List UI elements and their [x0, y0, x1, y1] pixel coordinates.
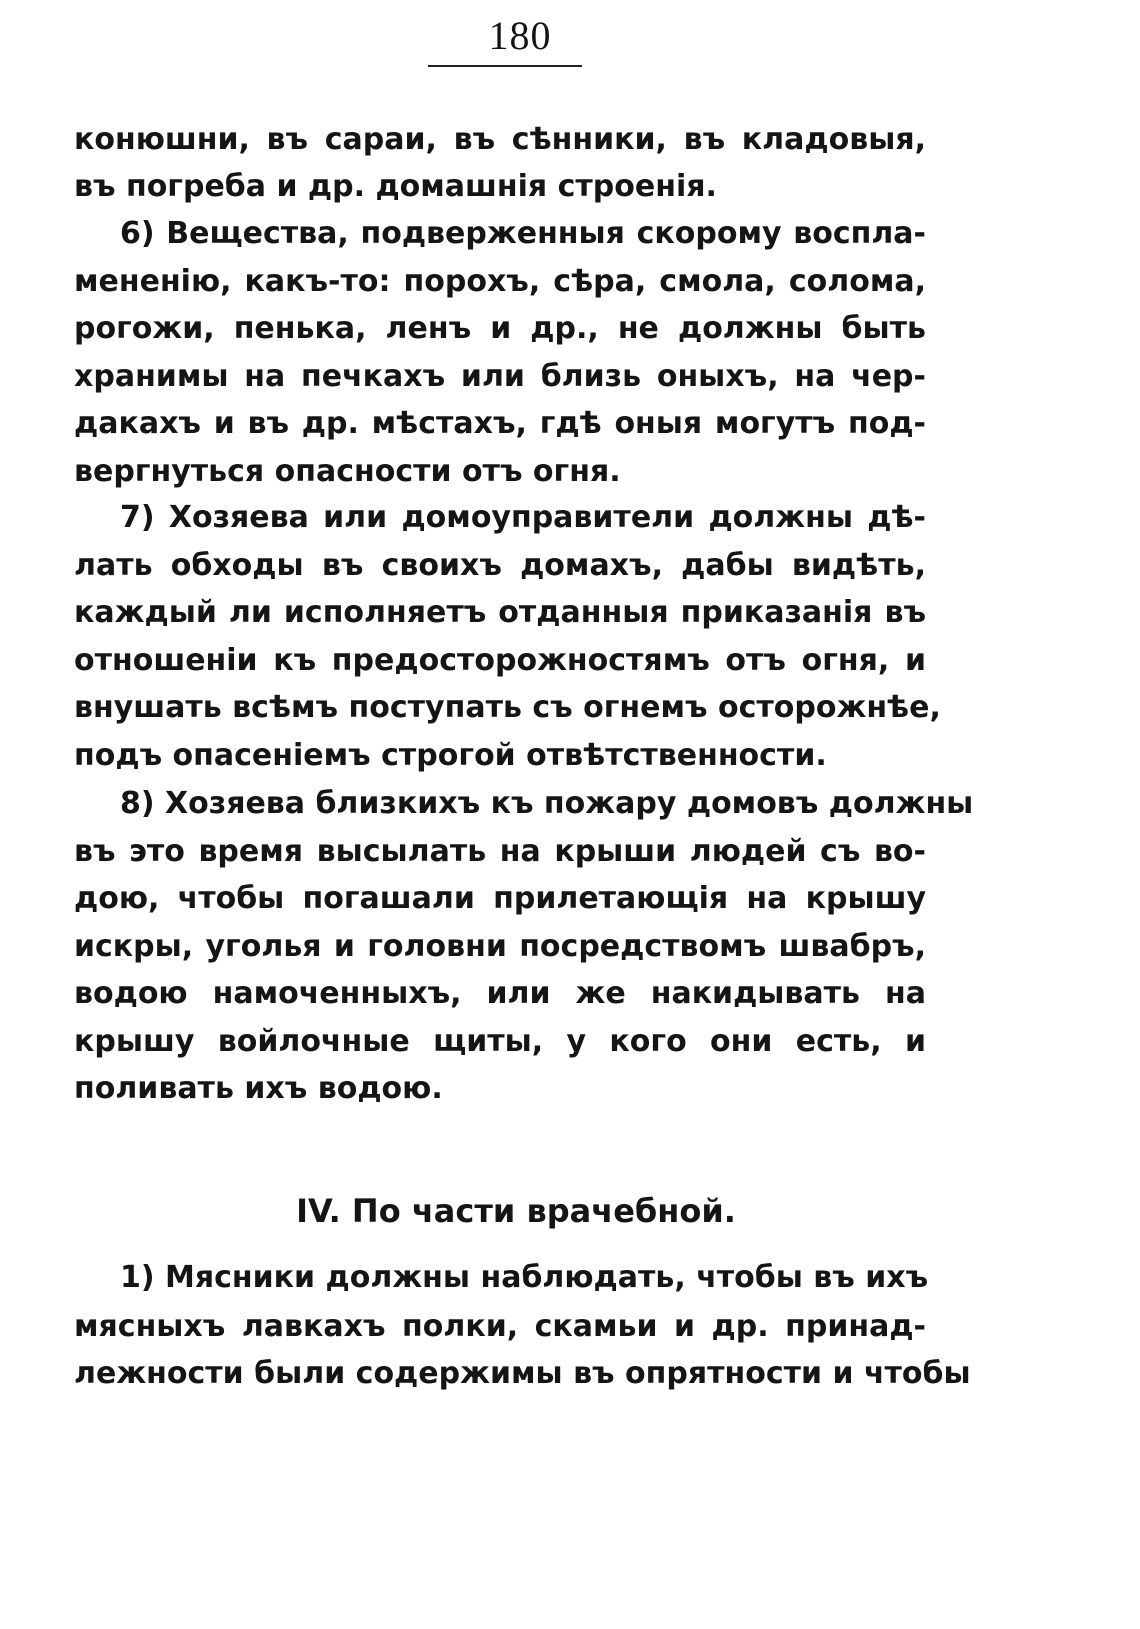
text-line: внушать всѣмъ поступать съ огнемъ осторожнѣе,	[74, 690, 941, 726]
text-line: мененію, какъ-то: порохъ, сѣра, смола, солома,	[74, 264, 926, 299]
text-line: каждый ли исполняетъ отданныя приказанія въ	[74, 595, 926, 631]
text-line: поливать ихъ водою.	[74, 1071, 443, 1107]
section-heading: IV. По части врачебной.	[296, 1192, 736, 1230]
text-line: лежности были содержимы въ опрятности и чтобы	[74, 1356, 971, 1392]
text-line: мясныхъ лавкахъ полки, скамьи и др. принад-	[74, 1309, 926, 1344]
text-line: крышу войлочные щиты, у кого они есть, и	[74, 1023, 926, 1059]
text-line: отношеніи къ предосторожностямъ отъ огня, и	[74, 642, 926, 678]
paragraph-medical-1	[74, 1303, 971, 1398]
paragraph-continuation	[74, 116, 926, 211]
paragraph-item-8	[74, 828, 926, 1112]
text-line: искры, уголья и головни посредствомъ швабръ,	[74, 928, 926, 964]
paragraph-medical-1-first	[120, 1254, 929, 1301]
text-line: хранимы на печкахъ или близь оныхъ, на чер-	[74, 358, 926, 394]
text-line: вергнуться опасности отъ огня.	[74, 453, 621, 489]
text-line: водою намоченныхъ, или же накидывать на	[74, 976, 926, 1012]
text-line: подъ опасеніемъ строгой отвѣтственности.	[74, 737, 827, 773]
text-line: 6) Вещества, подверженныя скорому воспла-	[120, 216, 926, 251]
header-rule	[428, 65, 582, 67]
text-line: рогожи, пенька, ленъ и др., не должны быть	[74, 311, 926, 347]
text-line: 8) Хозяева близкихъ къ пожару домовъ должны	[120, 786, 974, 821]
paragraph-item-8-first	[120, 780, 974, 827]
paragraph-item-6	[74, 258, 926, 495]
text-line: въ погреба и др. домашнія строенія.	[74, 169, 717, 205]
text-line: 1) Мясники должны наблюдать, чтобы въ ихъ	[120, 1260, 929, 1295]
text-line: дакахъ и въ др. мѣстахъ, гдѣ оныя могутъ под-	[74, 406, 926, 442]
paragraph-item-7	[74, 542, 941, 779]
text-line: въ это время высылать на крыши людей съ во-	[74, 834, 926, 869]
text-line: 7) Хозяева или домоуправители должны дѣ-	[120, 500, 926, 535]
text-line: лать обходы въ своихъ домахъ, дабы видѣть,	[74, 548, 926, 583]
text-line: дою, чтобы погашали прилетающія на крышу	[74, 881, 926, 917]
paragraph-item-6-first	[120, 210, 926, 257]
paragraph-item-7-first	[120, 494, 926, 541]
page-number: 180	[488, 13, 552, 58]
text-line: конюшни, въ сараи, въ сѣнники, въ кладовыя,	[74, 122, 926, 157]
